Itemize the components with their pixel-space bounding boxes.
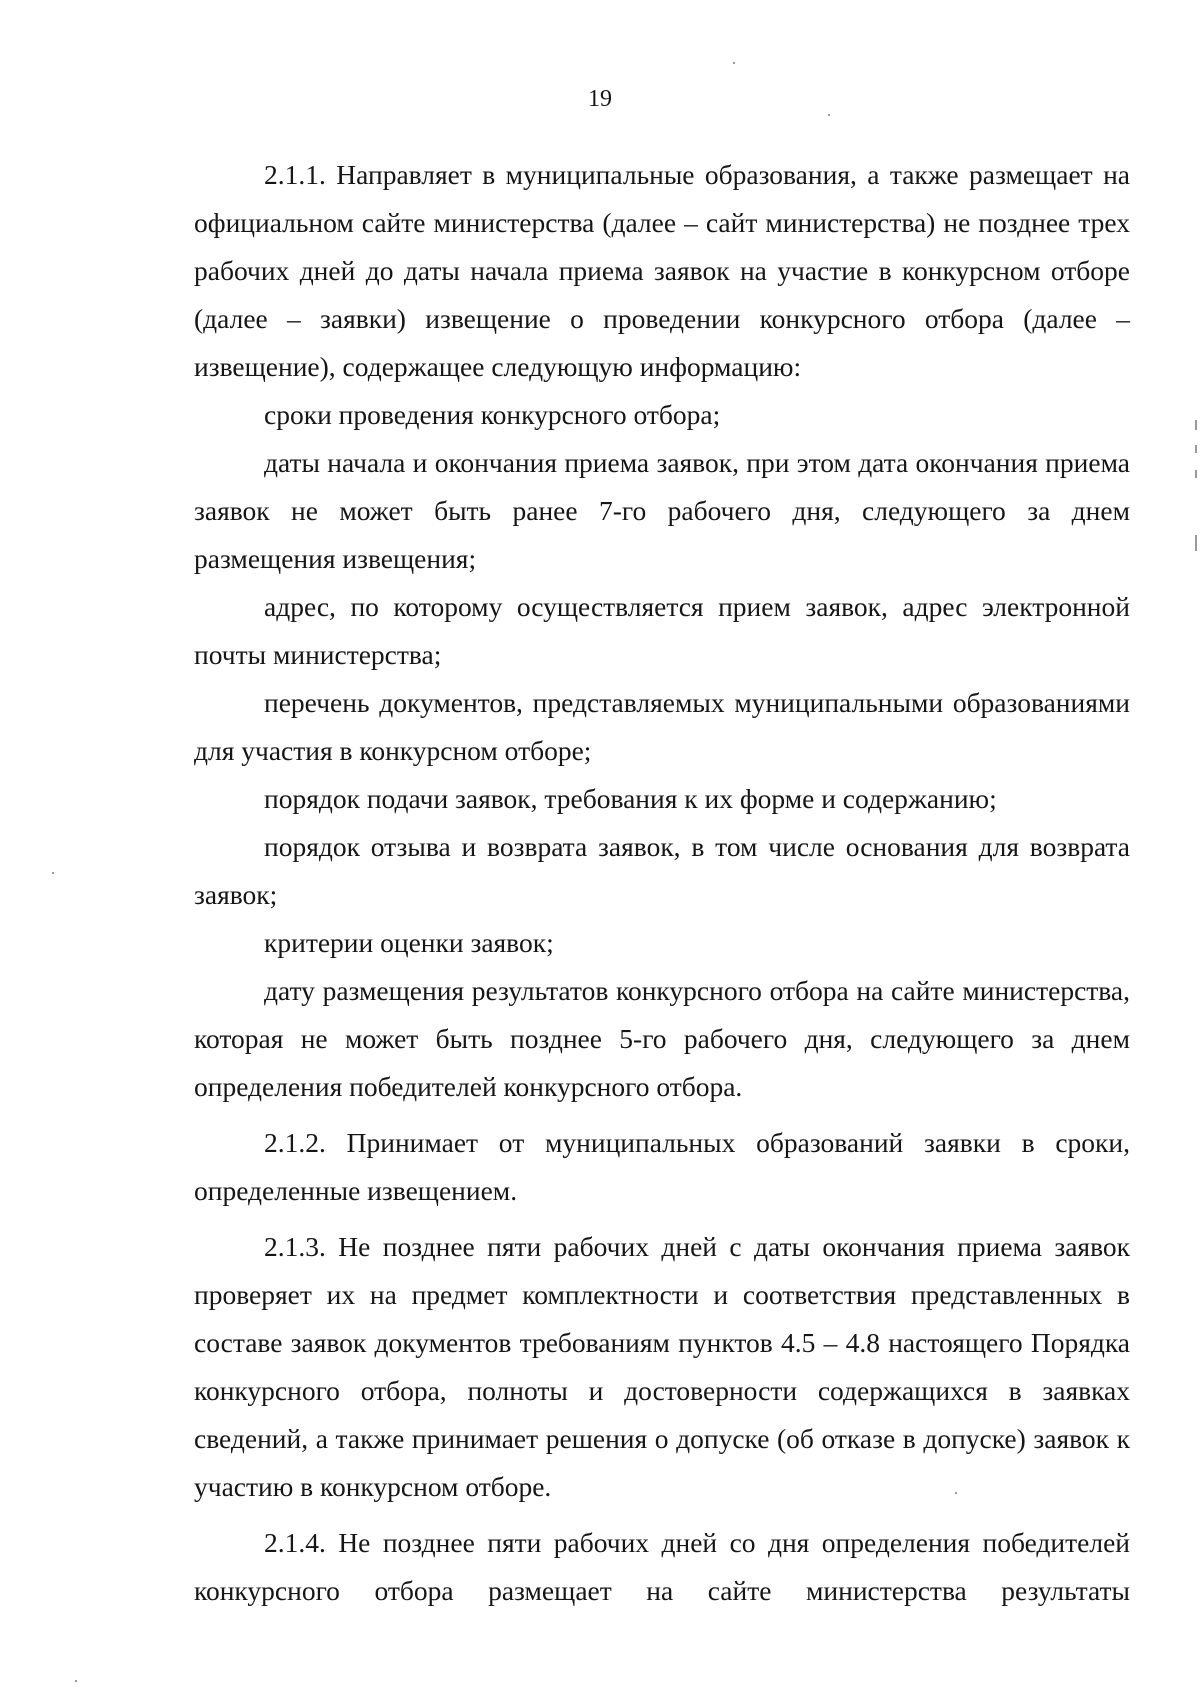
scan-speck <box>955 1492 957 1494</box>
list-item-evaluation-criteria: критерии оценки заявок; <box>264 927 554 958</box>
scan-speck <box>828 114 830 116</box>
paragraph-2-1-2: 2.1.2. Принимает от муниципальных образований заявки в сроки, определенные извещением. <box>194 1127 1130 1206</box>
document-body <box>194 151 1130 1615</box>
scan-speck <box>1195 445 1197 453</box>
page-number: 19 <box>588 86 612 112</box>
scan-speck <box>1195 420 1197 430</box>
list-item-submission-procedure: порядок подачи заявок, требования к их форме и содержанию; <box>264 783 997 814</box>
scan-speck <box>1195 470 1197 478</box>
list-item-document-list: перечень документов, представляемых муниципальными образованиями для участия в конкурсном отборе; <box>194 687 1130 766</box>
list-item-withdrawal-procedure: порядок отзыва и возврата заявок, в том числе основания для возврата заявок; <box>194 831 1130 910</box>
list-item-application-dates: даты начала и окончания приема заявок, при этом дата окончания приема заявок не может быть ранее 7-го рабочего дня, следующего за днем размещения извещения; <box>194 447 1130 574</box>
paragraph-2-1-3: 2.1.3. Не позднее пяти рабочих дней с даты окончания приема заявок проверяет их на предмет комплектности и соответствия представленных в составе заявок документов требованиям пунктов 4.5 – 4.8 настоящего Порядка конкурсного отбора, полноты и достоверности содержащихся в заявках сведений, а также принимает решения о допуске (об отказе в допуске) заявок к участию в конкурсном отборе. <box>194 1231 1130 1502</box>
paragraph-2-1-4: 2.1.4. Не позднее пяти рабочих дней со дня определения победителей конкурсного отбора размещает на сайте министерства результаты <box>194 1527 1130 1606</box>
list-item-application-address: адрес, по которому осуществляется прием заявок, адрес электронной почты министерства; <box>194 591 1130 670</box>
list-item-selection-period: сроки проведения конкурсного отбора; <box>264 399 721 430</box>
paragraph-2-1-1: 2.1.1. Направляет в муниципальные образования, а также размещает на официальном сайте министерства (далее – сайт министерства) не позднее трех рабочих дней до даты начала приема заявок на участие в конкурсном отборе (далее – заявки) извещение о проведении конкурсного отбора (далее – извещение), содержащее следующую информацию: <box>194 159 1130 382</box>
scan-speck <box>1195 535 1197 551</box>
list-item-results-date: дату размещения результатов конкурсного отбора на сайте министерства, которая не может быть позднее 5-го рабочего дня, следующего за днем определения победителей конкурсного отбора. <box>194 975 1130 1102</box>
scan-speck <box>52 872 54 874</box>
scan-speck <box>733 62 735 64</box>
scan-speck <box>75 1680 77 1682</box>
